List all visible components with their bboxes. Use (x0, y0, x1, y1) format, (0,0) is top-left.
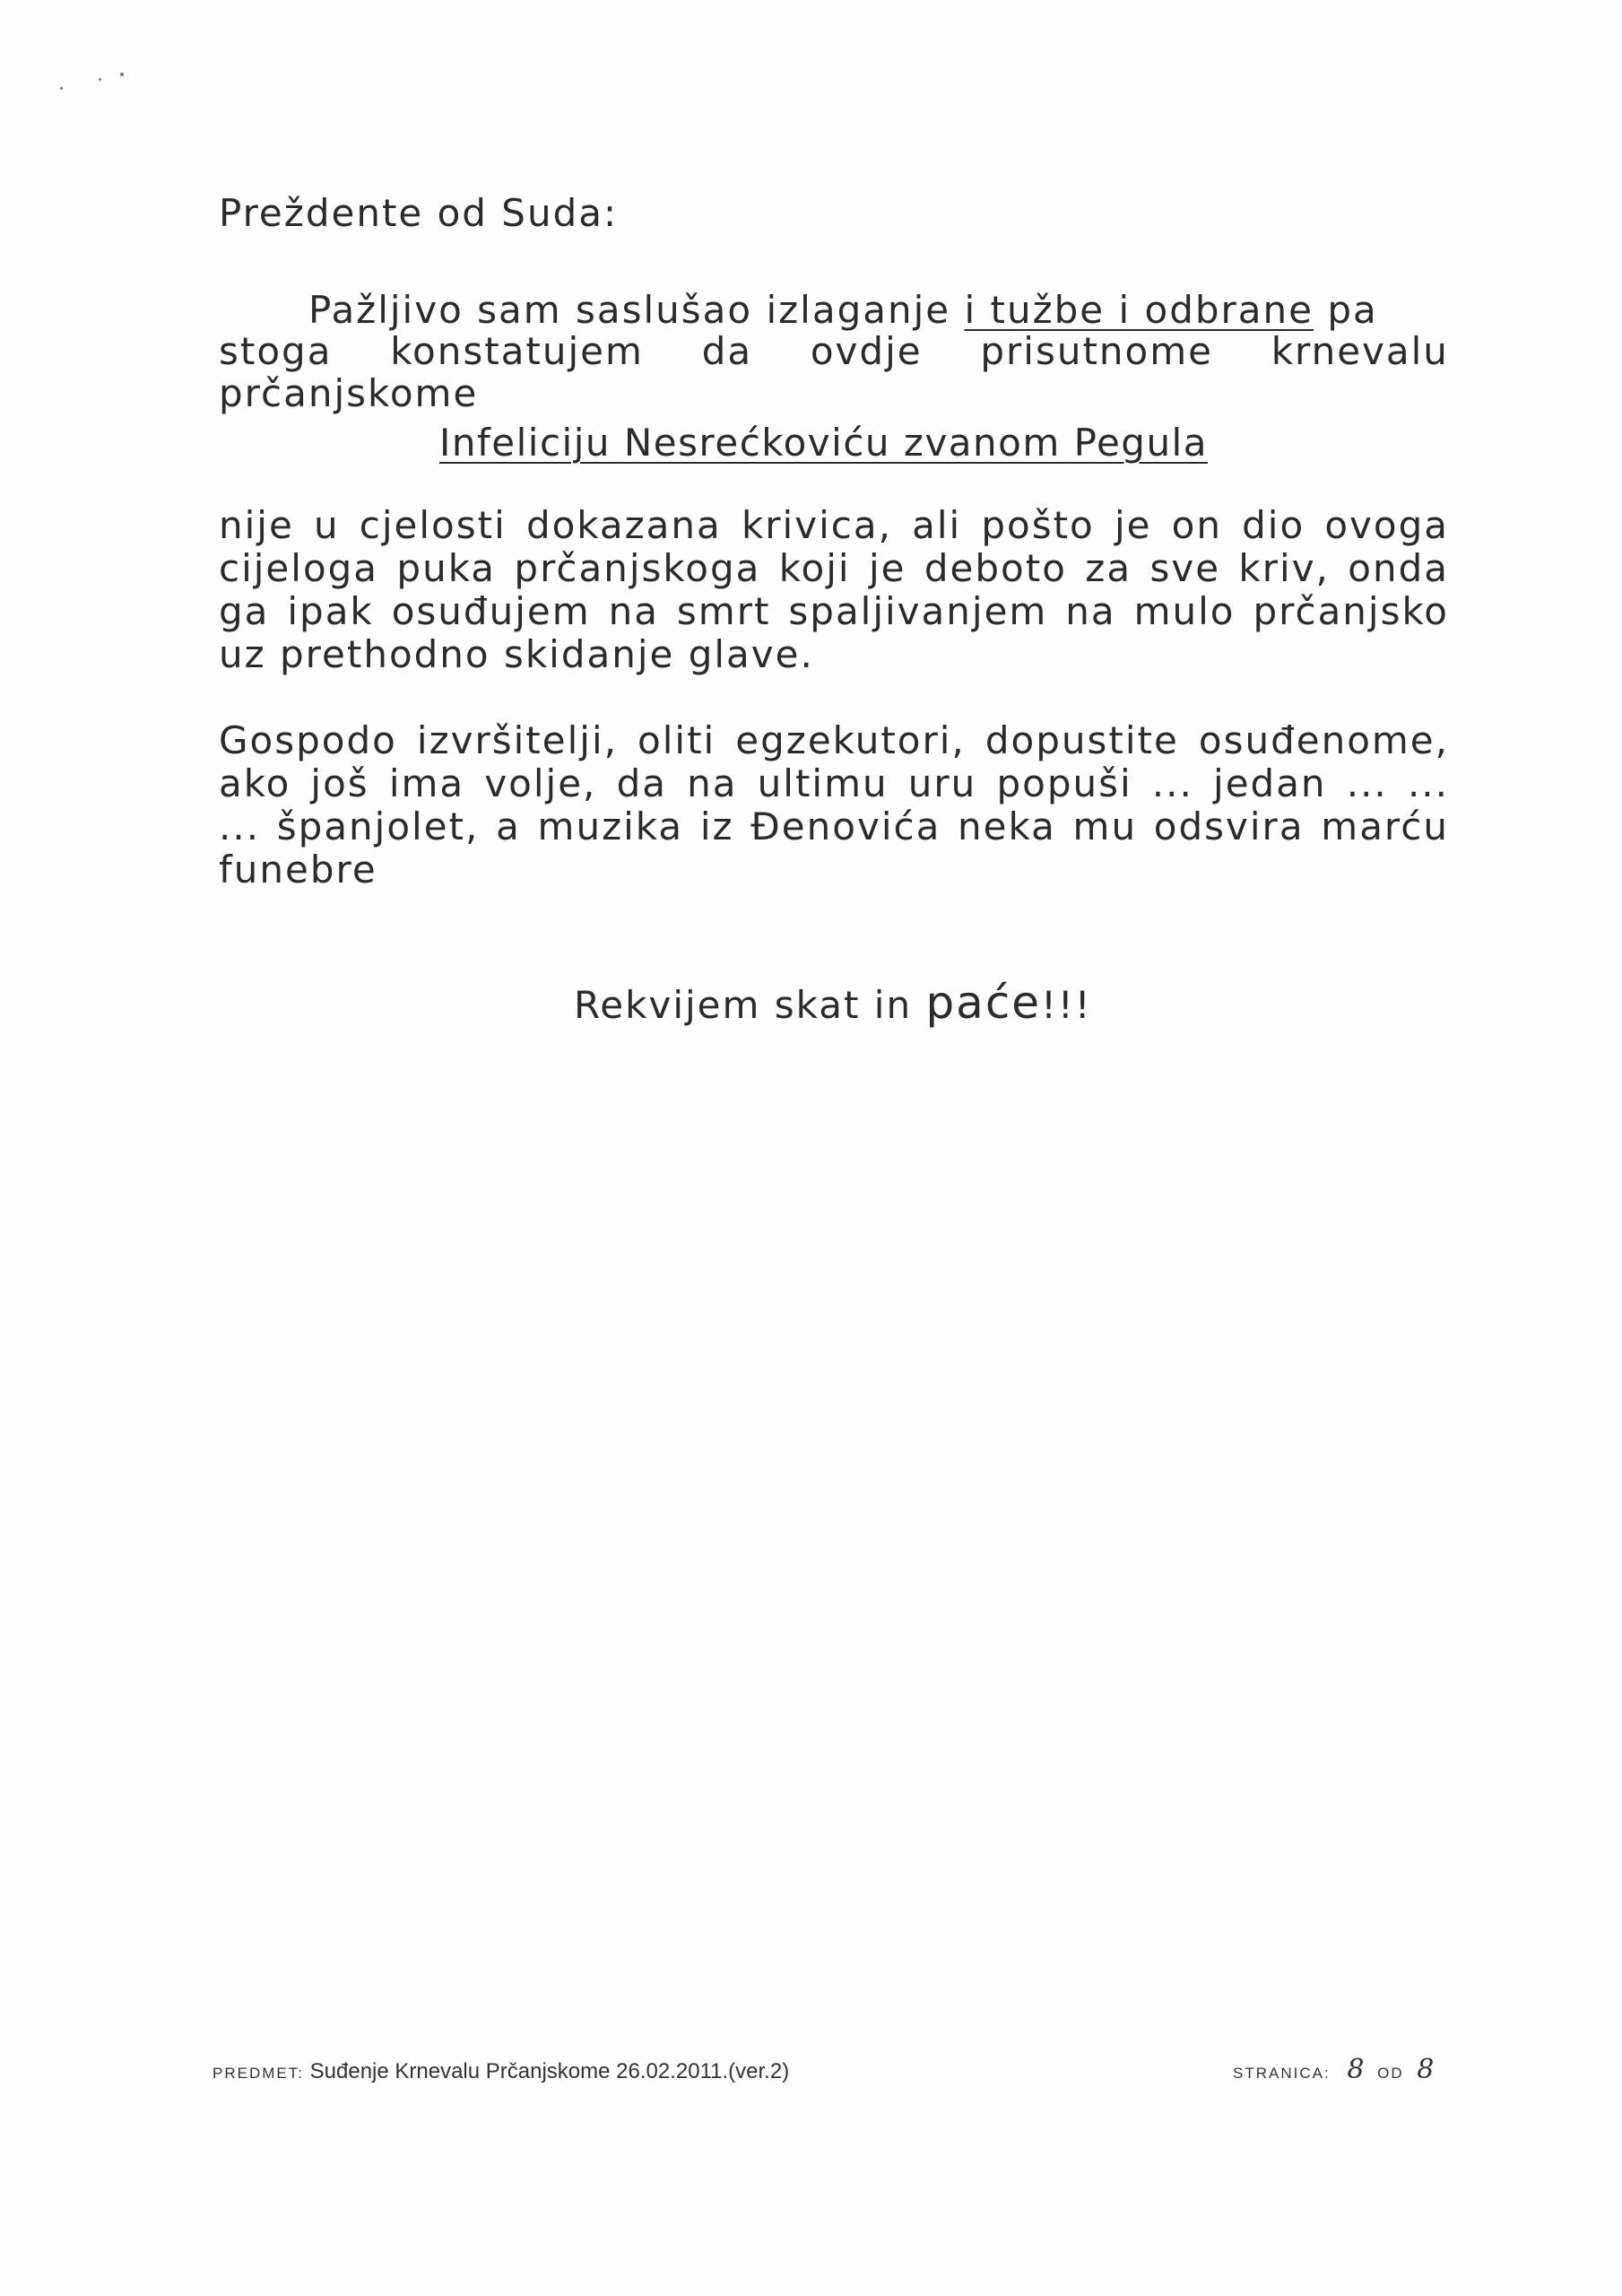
para2 (219, 504, 1449, 676)
para1-line2 (219, 329, 1449, 373)
word: da (701, 329, 753, 373)
footer-page-current: 8 (1347, 2054, 1365, 2085)
footer-subject-text: Suđenje Krnevalu Prčanjskome 26.02.2011.(ver.2) (309, 2059, 790, 2083)
para3-line: funebre (219, 848, 377, 891)
para1-tail: pa (1327, 288, 1378, 332)
footer-page-of: OD (1377, 2065, 1404, 2082)
scan-speck (99, 78, 101, 81)
para2-line: nije u cjelosti dokazana krivica, ali pošto je on dio ovoga (219, 503, 1449, 547)
scan-speck (120, 73, 124, 76)
para1-line3: prčanjskome (219, 371, 479, 415)
scan-speck (60, 87, 63, 90)
footer-page-total: 8 (1417, 2054, 1435, 2085)
defendant-name: Infeliciju Nesrećkoviću zvanom Pegula (439, 421, 1208, 465)
footer-subject-label: PREDMET: (213, 2065, 304, 2082)
word: prisutnome (980, 329, 1213, 373)
footer-page-label: STRANICA: (1233, 2065, 1331, 2082)
word: stoga (219, 329, 333, 373)
word: ovdje (810, 329, 923, 373)
footer-subject (213, 2059, 789, 2084)
closing-tail: !!! (1041, 983, 1092, 1027)
footer-page-number (1233, 2054, 1434, 2085)
para1-underlined: i tužbe i odbrane (964, 288, 1314, 332)
para1-line1 (308, 288, 1378, 332)
word: krnevalu (1271, 329, 1449, 373)
para2-line: cijeloga puka prčanjskoga koji je deboto za sve kriv, onda (219, 546, 1449, 590)
para3-line: ... španjolet, a muzika iz Đenovića neka mu odsvira marću (219, 804, 1449, 848)
closing-line (574, 977, 1092, 1029)
para2-line: uz prethodno skidanje glave. (219, 632, 814, 676)
para3-line: ako još ima volje, da na ultimu uru popuši ... jedan ... ... (219, 761, 1449, 805)
para3 (219, 719, 1449, 891)
para3-line: Gospodo izvršitelji, oliti egzekutori, dopustite osuđenome, (219, 718, 1449, 762)
closing-emph: paće (925, 977, 1042, 1029)
word: konstatujem (390, 329, 644, 373)
page-heading: Preždente od Suda: (219, 191, 619, 235)
para1-lead: Pažljivo sam saslušao izlaganje (308, 288, 951, 332)
para2-line: ga ipak osuđujem na smrt spaljivanjem na mulo prčanjsko (219, 589, 1449, 633)
closing-main: Rekvijem skat in (574, 983, 913, 1027)
